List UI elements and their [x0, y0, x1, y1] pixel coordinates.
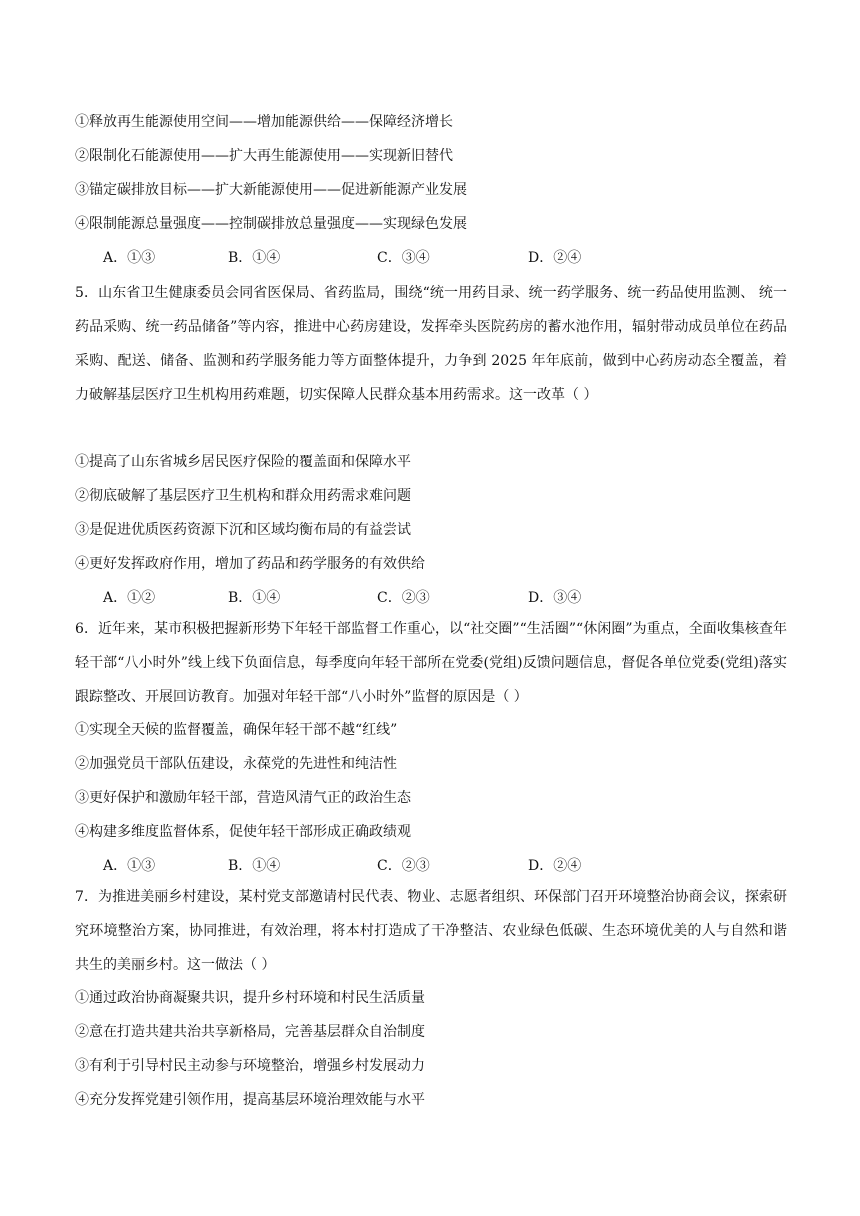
q6-option-a: A．①③	[103, 858, 156, 874]
q6-option-c: C．②③	[377, 858, 430, 874]
q5-statement-3: ③是促进优质医药资源下沉和区域均衡布局的有益尝试	[75, 522, 411, 538]
q5-option-a: A．①②	[103, 590, 156, 606]
q7-statement-3: ③有利于引导村民主动参与环境整治，增强乡村发展动力	[75, 1058, 425, 1074]
q7-statement-1: ①通过政治协商凝聚共识，提升乡村环境和村民生活质量	[75, 990, 425, 1006]
q6-statement-4: ④构建多维度监督体系，促使年轻干部形成正确政绩观	[75, 824, 411, 840]
q5-statement-4: ④更好发挥政府作用，增加了药品和药学服务的有效供给	[75, 556, 425, 572]
q4-option-a: A．①③	[103, 250, 156, 266]
q4-statement-4: ④限制能源总量强度——控制碳排放总量强度——实现绿色发展	[75, 216, 467, 232]
q4-option-c: C．③④	[377, 250, 430, 266]
q7-stem: 7．为推进美丽乡村建设，某村党支部邀请村民代表、物业、志愿者组织、环保部门召开环境整治协商会议，探索研究环境整治方案，协同推进，有效治理，将本村打造成了干净整洁、农业绿色低碳、生态环境优美的人与自然和谐共生的美丽乡村。这一做法（ ）	[75, 889, 787, 973]
q6-statement-1: ①实现全天候的监督覆盖，确保年轻干部不越“红线”	[75, 722, 398, 738]
q7-statement-4: ④充分发挥党建引领作用，提高基层环境治理效能与水平	[75, 1092, 425, 1108]
q6-option-b: B．①④	[228, 858, 281, 874]
q5-option-b: B．①④	[228, 590, 281, 606]
q5-statement-1: ①提高了山东省城乡居民医疗保险的覆盖面和保障水平	[75, 454, 411, 470]
q7-statement-2: ②意在打造共建共治共享新格局，完善基层群众自治制度	[75, 1024, 425, 1040]
q6-option-d: D．②④	[528, 858, 582, 874]
q5-option-c: C．②③	[377, 590, 430, 606]
q5-stem: 5．山东省卫生健康委员会同省医保局、省药监局，围绕“统一用药目录、统一药学服务、统一药品使用监测、 统一药品采购、统一药品储备”等内容，推进中心药房建设，发挥牵头医院药房的蓄水池作用，辐射带动成员单位在药品采购、配送、储备、监测和药学服务能力等方面整体提升，力争到 2025 年年底前，做到中心药房动态全覆盖，着力破解基层医疗卫生机构用药难题，切实保障人民群众基本用药需求。这一改革（ ）	[75, 285, 787, 403]
q4-option-b: B．①④	[228, 250, 281, 266]
q4-statement-1: ①释放再生能源使用空间——增加能源供给——保障经济增长	[75, 114, 453, 130]
q4-statement-3: ③锚定碳排放目标——扩大新能源使用——促进新能源产业发展	[75, 182, 467, 198]
q5-statement-2: ②彻底破解了基层医疗卫生机构和群众用药需求难问题	[75, 488, 411, 504]
q6-statement-3: ③更好保护和激励年轻干部，营造风清气正的政治生态	[75, 790, 411, 806]
q5-option-d: D．③④	[528, 590, 582, 606]
q4-statement-2: ②限制化石能源使用——扩大再生能源使用——实现新旧替代	[75, 148, 453, 164]
q6-stem: 6．近年来，某市积极把握新形势下年轻干部监督工作重心，以“社交圈”“生活圈”“休闲圈”为重点，全面收集核查年轻干部“八小时外”线上线下负面信息，每季度向年轻干部所在党委(党组)反馈问题信息，督促各单位党委(党组)落实跟踪整改、开展回访教育。加强对年轻干部“八小时外”监督的原因是（ ）	[75, 621, 787, 705]
q6-statement-2: ②加强党员干部队伍建设，永葆党的先进性和纯洁性	[75, 756, 397, 772]
q4-option-d: D．②④	[528, 250, 582, 266]
